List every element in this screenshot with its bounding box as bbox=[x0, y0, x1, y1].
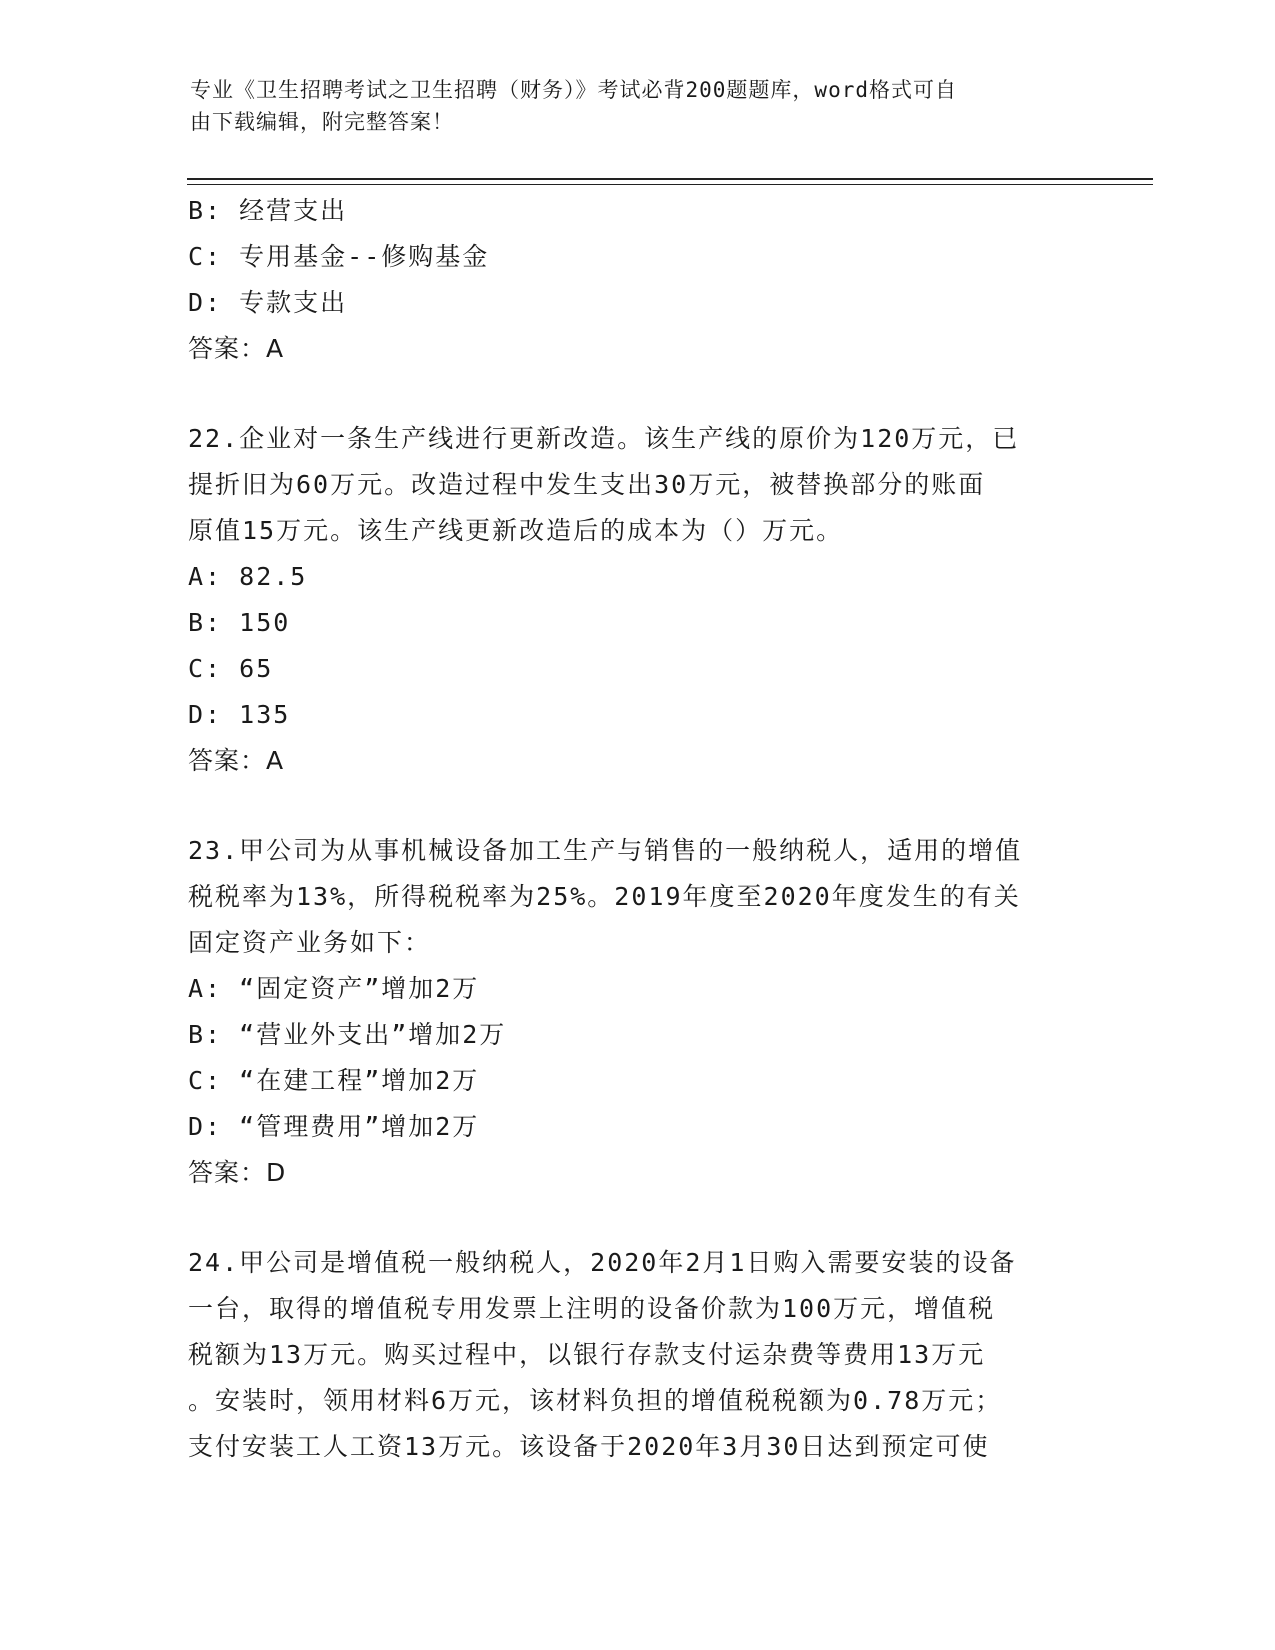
option-d: D: 135 bbox=[188, 700, 291, 729]
question-stem-line: 固定资产业务如下： bbox=[188, 928, 432, 957]
option-c: C: 65 bbox=[188, 654, 274, 683]
question-21-tail bbox=[188, 188, 1088, 372]
spacer bbox=[188, 1196, 1088, 1240]
question-stem-line: 23.甲公司为从事机械设备加工生产与销售的一般纳税人，适用的增值 bbox=[188, 836, 1023, 865]
option-d: D: “管理费用”增加2万 bbox=[188, 1112, 480, 1141]
question-stem-line: 22.企业对一条生产线进行更新改造。该生产线的原价为120万元，已 bbox=[188, 424, 1020, 453]
spacer bbox=[188, 372, 1088, 416]
document-body bbox=[188, 188, 1088, 1470]
option-c: C: “在建工程”增加2万 bbox=[188, 1066, 480, 1095]
answer-line: 答案：A bbox=[188, 746, 285, 775]
option-b: B: “营业外支出”增加2万 bbox=[188, 1020, 507, 1049]
question-stem-line: 。安装时，领用材料6万元，该材料负担的增值税税额为0.78万元； bbox=[188, 1386, 1003, 1415]
option-a: A: “固定资产”增加2万 bbox=[188, 974, 480, 1003]
option-b: B: 150 bbox=[188, 608, 291, 637]
question-23 bbox=[188, 828, 1088, 1196]
question-stem-line: 原值15万元。该生产线更新改造后的成本为（）万元。 bbox=[188, 516, 844, 545]
header-line-1: 专业《卫生招聘考试之卫生招聘（财务）》考试必背200题题库，word格式可自 bbox=[190, 78, 957, 102]
spacer bbox=[188, 784, 1088, 828]
question-stem-line: 24.甲公司是增值税一般纳税人，2020年2月1日购入需要安装的设备 bbox=[188, 1248, 1017, 1277]
question-stem-line: 提折旧为60万元。改造过程中发生支出30万元，被替换部分的账面 bbox=[188, 470, 986, 499]
option-c: C: 专用基金--修购基金 bbox=[188, 242, 490, 271]
answer-line: 答案：A bbox=[188, 334, 285, 363]
question-stem-line: 支付安装工人工资13万元。该设备于2020年3月30日达到预定可使 bbox=[188, 1432, 990, 1461]
question-stem-line: 税税率为13%，所得税税率为25%。2019年度至2020年度发生的有关 bbox=[188, 882, 1021, 911]
question-stem-line: 一台，取得的增值税专用发票上注明的设备价款为100万元，增值税 bbox=[188, 1294, 996, 1323]
question-stem-line: 税额为13万元。购买过程中，以银行存款支付运杂费等费用13万元 bbox=[188, 1340, 986, 1369]
header-divider-thick bbox=[187, 178, 1153, 180]
option-a: A: 82.5 bbox=[188, 562, 308, 591]
answer-line: 答案：D bbox=[188, 1158, 287, 1187]
option-b: B: 经营支出 bbox=[188, 196, 348, 225]
question-24 bbox=[188, 1240, 1088, 1470]
document-header bbox=[190, 74, 1090, 138]
header-divider-thin bbox=[187, 184, 1153, 185]
option-d: D: 专款支出 bbox=[188, 288, 348, 317]
header-line-2: 由下载编辑，附完整答案！ bbox=[190, 110, 454, 134]
question-22 bbox=[188, 416, 1088, 784]
